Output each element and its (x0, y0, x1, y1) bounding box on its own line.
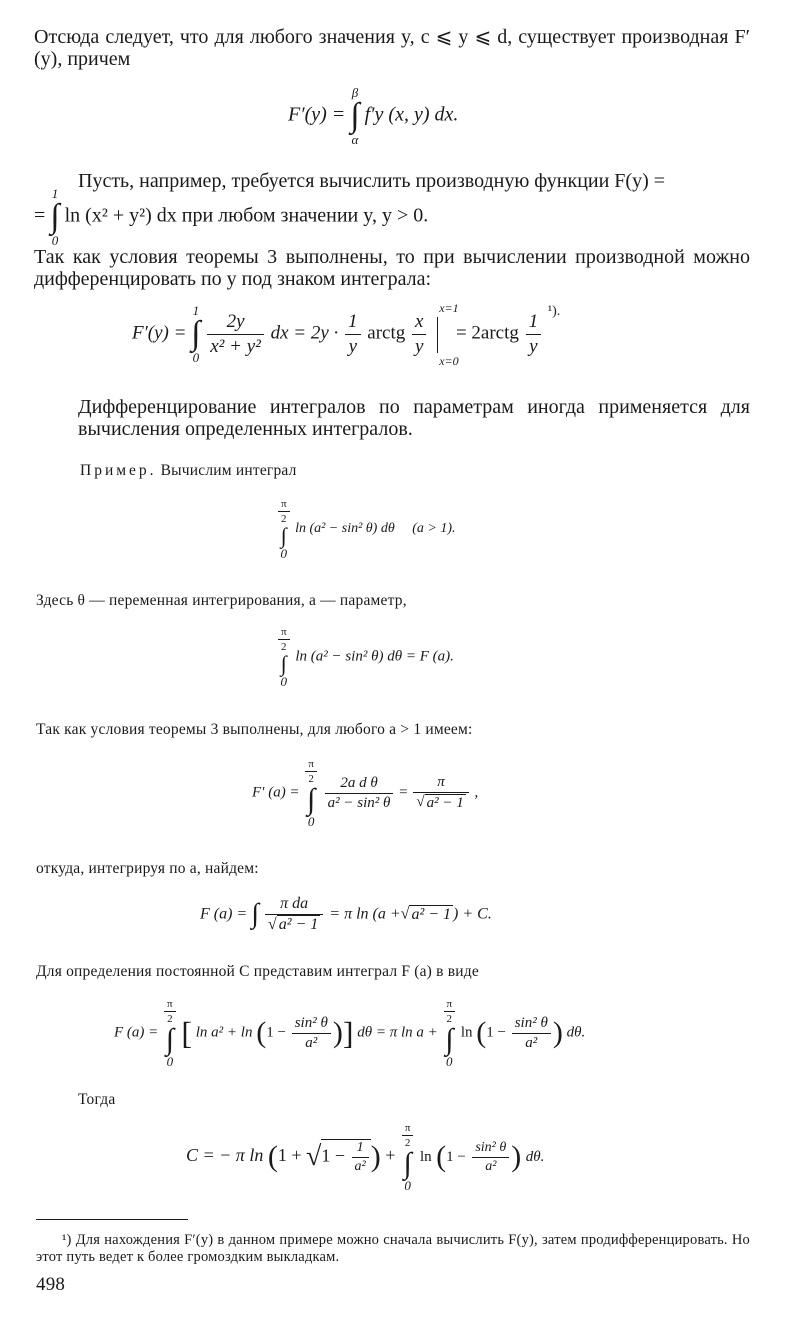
sqrt-symbol: √ (305, 1141, 322, 1172)
formula6-lhs: F (a) = (200, 905, 248, 923)
integral-sign: 1 ∫ 0 (50, 186, 60, 248)
integral-lower-limit: 0 (280, 674, 288, 689)
fraction-denominator: y (529, 335, 538, 357)
paragraph-param-differentiation: Дифференцирование интегралов по параметрам иногда применяется для вычисления определенных интегралов. (78, 396, 750, 440)
formula-example-integral (276, 498, 456, 560)
formula-ln-integral-inline (34, 187, 428, 247)
integral-upper-limit: β (351, 85, 359, 100)
integral-sign: $\frac{\pi}{2}$ ∫ 0 (303, 758, 319, 828)
integral-sign: $\frac{\pi}{2}$ ∫ 0 (442, 998, 458, 1068)
formula-F-decomposition: F (a) = $\frac{\pi}{2}$ ∫ 0 [ ln a² + ln (1 − $\frac{\text{sin² θ}}{\text{a²}}$ )] dθ = π ln a + $\frac{\pi}{2}$ ∫ 0 ln (1 − $\frac{\text{sin² θ}}{\text{a²}}$ ) dθ. (114, 998, 586, 1069)
formula3-integrand: ln (a² − sin² θ) dθ (295, 521, 395, 537)
fraction-denominator: a² (525, 1034, 538, 1051)
formula-arctg-derivative (132, 301, 561, 368)
formula6-rhs-end: ) + C. (453, 905, 492, 923)
formula2-result: = 2arctg (455, 322, 519, 344)
paragraph-for-any-a: Так как условия теоремы 3 выполнены, для любого a > 1 имеем: (36, 721, 473, 738)
formula-F-antiderivative (200, 895, 492, 934)
fraction-numerator: 2a d θ (325, 775, 394, 794)
integral-sign: $\frac{\pi}{2}$ ∫ 0 (400, 1122, 416, 1192)
paragraph-example-function: Пусть, например, требуется вычислить производную функции F(y) = (78, 170, 666, 192)
integral-lower-limit: 0 (307, 814, 315, 829)
fraction-numerator: π (278, 626, 290, 640)
fraction-numerator: π (444, 998, 456, 1012)
page-number: 498 (36, 1274, 66, 1295)
fraction-denominator: 2 (281, 641, 287, 653)
integral-sign: ∫ (251, 898, 259, 930)
one-plus: 1 + (277, 1145, 302, 1166)
integral-lower-limit: 0 (446, 1054, 453, 1069)
formula7-part2: dθ = π ln a + (357, 1024, 438, 1041)
formula7-end: dθ. (566, 1024, 586, 1041)
fraction-1-over-y (345, 311, 361, 358)
footnote-text: ¹) Для нахождения F′(y) в данном примере можно сначала вычислить F(y), затем продифференцировать. Но этот путь ведет к более громоздким выкладкам. (36, 1232, 750, 1265)
upper-limit-fraction (402, 1122, 414, 1149)
fraction-denominator: 2 (167, 1013, 173, 1025)
arctg-function: arctg (367, 322, 406, 344)
upper-limit-fraction (305, 758, 317, 785)
integral-upper-limit: 1 (192, 303, 200, 318)
integral-lower-limit: 0 (280, 546, 288, 561)
integral-sign: $\frac{\pi}{2}$ ∫ 0 (276, 626, 292, 688)
fraction-1-over-a2 (352, 1140, 369, 1175)
integral-lower-limit: 0 (192, 350, 200, 365)
fraction-numerator: π (402, 1122, 414, 1136)
formula7-lhs: F (a) = (114, 1024, 159, 1041)
sqrt-symbol: √ (400, 905, 410, 923)
fraction-numerator: π (413, 774, 468, 793)
formula6-rhs-start: = π ln (a + (329, 905, 401, 923)
one-minus: 1 − (446, 1149, 466, 1166)
upper-limit-fraction (164, 998, 176, 1025)
fraction-denominator: √ a² − 1 (416, 794, 464, 811)
integral-sign: $\frac{\pi}{2}$ ∫ 0 (162, 998, 178, 1068)
fraction-numerator: 1 (526, 311, 542, 335)
plus-sign: + (385, 1145, 396, 1166)
fraction-denominator: a² (485, 1158, 497, 1174)
integral-lower-limit: α (351, 132, 359, 147)
fraction-numerator: 2y (207, 311, 264, 335)
fraction-numerator: 1 (352, 1140, 369, 1158)
evaluation-bar (433, 301, 459, 368)
fraction-numerator: 1 (345, 311, 361, 335)
formula8-lhs: C = − π ln (186, 1145, 264, 1166)
equals-sign: = (34, 204, 46, 227)
formula-F-of-a (276, 626, 454, 688)
fraction-numerator: π da (265, 895, 323, 915)
paragraph-variable-parameter: Здесь θ — переменная интегрирования, a — параметр, (36, 592, 407, 609)
formula3-condition: (a > 1). (412, 521, 456, 537)
integral-lower-limit: 0 (166, 1054, 174, 1069)
ln-function: ln (460, 1024, 473, 1041)
radicand-prefix: 1 − (321, 1145, 346, 1166)
evaluation-lower: x=0 (439, 354, 459, 368)
fraction-sin-over-a (512, 1015, 551, 1052)
integral-sign: 1 ∫ 0 (191, 303, 201, 365)
one-minus: 1 − (486, 1024, 506, 1041)
formula5-lhs: F′ (a) = (252, 784, 300, 801)
integral-sign: β ∫ α (350, 85, 360, 147)
fraction-denominator: y (415, 335, 424, 357)
formula1-lhs: F′(y) = (288, 103, 346, 126)
fraction-denominator: 2 (446, 1013, 453, 1025)
fraction-numerator: x (412, 311, 426, 335)
fraction-numerator: sin² θ (512, 1015, 551, 1034)
formula2-lhs: F′(y) = (132, 322, 187, 344)
formula-F-prime-a (252, 758, 478, 828)
formula8-end: dθ. (525, 1149, 545, 1166)
paragraph-constant-c: Для определения постоянной C представим интеграл F (a) в виде (36, 963, 479, 980)
fraction-denominator: a² − sin² θ (327, 794, 391, 811)
upper-limit-fraction (278, 498, 290, 525)
equals-sign: = (399, 784, 408, 801)
fraction-denominator: y (348, 335, 357, 357)
fraction-denominator: √ a² − 1 (267, 916, 319, 934)
fraction-denominator: a² (305, 1034, 318, 1051)
integral-sign: $\frac{\pi}{2}$ ∫ 0 (276, 498, 292, 560)
ln-function: ln (419, 1149, 432, 1166)
fraction-2a-dtheta (325, 775, 394, 812)
one-minus: 1 − (266, 1024, 286, 1041)
word-then: Тогда (78, 1091, 116, 1108)
radicand: a² − 1 (426, 794, 464, 811)
formula1-integrand: f′y (x, y) dx. (364, 103, 459, 126)
fraction-denominator: x² + y² (210, 335, 261, 357)
radicand: a² − 1 (411, 905, 452, 923)
fraction-denominator: a² (354, 1159, 366, 1174)
comma: , (474, 784, 479, 801)
example-heading (80, 462, 297, 480)
formula-constant-C: C = − π ln (1 + √1 − $\frac{1}{\text{a²}}$ ) + $\frac{\pi}{2}$ ∫ 0 ln (1 − $\frac{\text{sin² θ}}{\text{a²}}$ ) dθ. (186, 1122, 545, 1193)
paragraph-theorem-conditions: Так как условия теоремы 3 выполнены, то при вычислении производной можно дифференцировать по y под знаком интеграла: (34, 246, 750, 290)
formula2-middle: dx = 2y · (270, 322, 339, 344)
inline-integrand-text: ln (x² + y²) dx при любом значении y, y > 0. (64, 204, 429, 227)
footnote-divider (36, 1219, 188, 1220)
integral-upper-limit: 1 (51, 186, 59, 201)
formula-derivative-integral (288, 86, 458, 146)
fraction-pi-da (265, 895, 323, 934)
integral-lower-limit: 0 (404, 1178, 411, 1193)
example-label: Пример. (80, 462, 157, 479)
radicand: a² − 1 (278, 916, 319, 934)
example-text: Вычислим интеграл (160, 462, 297, 479)
fraction-numerator: π (278, 498, 290, 512)
formula7-part1: ln a² + ln (195, 1024, 253, 1041)
fraction-2y (207, 311, 264, 358)
fraction-numerator: π (164, 998, 176, 1012)
fraction-sin-over-a (472, 1140, 509, 1175)
sqrt-body (321, 1139, 370, 1175)
fraction-1-over-y (526, 311, 542, 358)
paragraph-integrating: откуда, интегрируя по a, найдем: (36, 860, 259, 877)
integral-lower-limit: 0 (51, 233, 59, 248)
fraction-numerator: π (305, 758, 317, 772)
upper-limit-fraction (444, 998, 456, 1025)
footnote-marker: ¹). (547, 304, 561, 319)
fraction-denominator: 2 (404, 1137, 411, 1149)
fraction-denominator: 2 (308, 773, 314, 785)
paragraph-derivative-exists: Отсюда следует, что для любого значения y, c ⩽ y ⩽ d, существует производная F′(y), причем (34, 26, 750, 70)
fraction-pi-over-sqrt (413, 774, 468, 811)
fraction-numerator: sin² θ (292, 1015, 331, 1034)
fraction-x-over-y (412, 311, 426, 358)
fraction-sin-over-a (292, 1015, 331, 1052)
fraction-numerator: sin² θ (472, 1140, 509, 1158)
evaluation-upper: x=1 (439, 301, 459, 315)
fraction-denominator: 2 (281, 513, 287, 525)
upper-limit-fraction (278, 626, 290, 653)
formula4-integrand: ln (a² − sin² θ) dθ = F (a). (295, 648, 454, 665)
